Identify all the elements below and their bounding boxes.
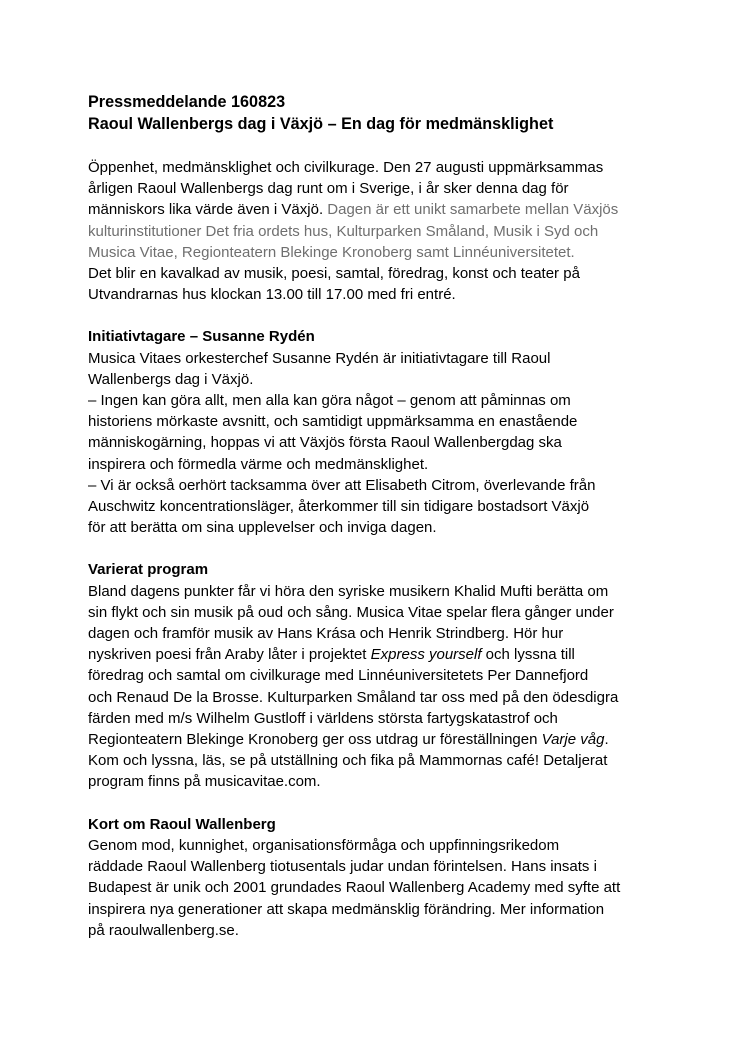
text-line: Utvandrarnas hus klockan 13.00 till 17.00 med fri entré. — [88, 286, 456, 304]
text-line: dagen och framför musik av Hans Krása och Henrik Strindberg. Hör hur — [88, 625, 564, 643]
text-line: – Vi är också oerhört tacksamma över att Elisabeth Citrom, överlevande från — [88, 476, 596, 494]
wallenberg-paragraph — [88, 835, 668, 941]
text-line: årligen Raoul Wallenbergs dag runt om i Sverige, i år sker denna dag för — [88, 180, 569, 198]
text-line: Det blir en kavalkad av musik, poesi, samtal, föredrag, konst och teater på — [88, 265, 580, 283]
press-release-body — [88, 91, 668, 941]
grey-text-span: Dagen är ett unikt samarbete mellan Växjös — [327, 201, 619, 219]
italic-title: Varje våg — [541, 731, 605, 749]
text-line: människogärning, hoppas vi att Växjös första Raoul Wallenbergdag ska — [88, 434, 562, 452]
text-line: program finns på musicavitae.com. — [88, 773, 321, 791]
text-line: Bland dagens punkter får vi höra den syriske musikern Khalid Mufti berätta om — [88, 582, 609, 600]
text-line: Genom mod, kunnighet, organisationsförmåga och uppfinningsrikedom — [88, 836, 560, 854]
text-line: Öppenhet, medmänsklighet och civilkurage. Den 27 augusti uppmärksammas — [88, 159, 604, 176]
section-heading-program: Varierat program — [88, 561, 209, 579]
section-heading-wallenberg: Kort om Raoul Wallenberg — [88, 815, 276, 833]
text-line: och Renaud De la Brosse. Kulturparken Småland tar oss med på den ödesdigra — [88, 688, 619, 706]
text-line: historiens mörkaste avsnitt, och samtidigt uppmärksamma en enastående — [88, 413, 578, 431]
release-title: Raoul Wallenbergs dag i Växjö – En dag för medmänsklighet — [88, 115, 554, 133]
text-line: Wallenbergs dag i Växjö. — [88, 370, 254, 388]
text-line: räddade Raoul Wallenberg tiotusentals judar undan förintelsen. Hans insats i — [88, 858, 597, 876]
text-line: Auschwitz koncentrationsläger, återkommer till sin tidigare bostadsort Växjö — [88, 498, 590, 516]
text-line: – Ingen kan göra allt, men alla kan göra något – genom att påminnas om — [88, 392, 571, 410]
text-line: sin flykt och sin musik på oud och sång. Musica Vitae spelar flera gånger under — [88, 603, 614, 621]
program-paragraph — [88, 581, 668, 793]
text-line: på raoulwallenberg.se. — [88, 921, 239, 939]
text-line: Budapest är unik och 2001 grundades Raoul Wallenberg Academy med syfte att — [88, 879, 621, 897]
italic-title: Express yourself — [370, 646, 482, 664]
section-heading-initiativtagare: Initiativtagare – Susanne Rydén — [88, 328, 315, 346]
text-line: kulturinstitutioner Det fria ordets hus, Kulturparken Småland, Musik i Syd och — [88, 222, 599, 240]
text-line: inspirera och förmedla värme och medmänsklighet. — [88, 455, 429, 473]
text-line: färden med m/s Wilhelm Gustloff i världens största fartygskatastrof och — [88, 709, 558, 727]
text-line — [88, 199, 668, 220]
initiativtagare-paragraph — [88, 348, 668, 539]
text-line — [88, 644, 668, 665]
text-span: nyskriven poesi från Araby låter i projektet — [88, 646, 371, 664]
text-line: Kom och lyssna, läs, se på utställning och fika på Mammornas café! Detaljerat — [88, 752, 608, 770]
text-line: Musica Vitaes orkesterchef Susanne Rydén är initiativtagare till Raoul — [88, 349, 551, 367]
release-number: Pressmeddelande 160823 — [88, 93, 286, 111]
text-span: och lyssna till — [481, 646, 575, 664]
text-span: människors lika värde även i Växjö. — [88, 201, 328, 219]
text-line: inspirera nya generationer att skapa medmänsklig förändring. Mer information — [88, 900, 605, 918]
text-line: för att berätta om sina upplevelser och inviga dagen. — [88, 519, 437, 537]
text-line — [88, 729, 668, 750]
text-line: Musica Vitae, Regionteatern Blekinge Kronoberg samt Linnéuniversitetet. — [88, 243, 575, 261]
text-line: föredrag och samtal om civilkurage med Linnéuniversitetets Per Dannefjord — [88, 667, 589, 685]
text-span: . — [604, 731, 609, 749]
intro-paragraph — [88, 157, 668, 305]
text-span: Regionteatern Blekinge Kronoberg ger oss utdrag ur föreställningen — [88, 731, 542, 749]
